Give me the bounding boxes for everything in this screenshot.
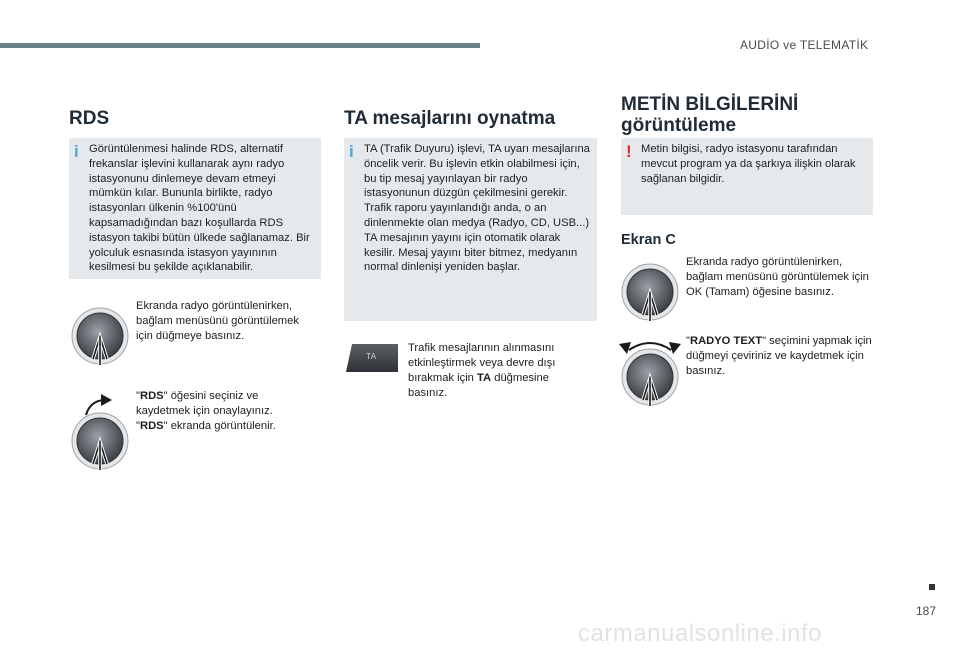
rds-title: RDS [69, 108, 110, 129]
text-info-warning-text: Metin bilgisi, radyo istasyonu tarafından mevcut program ya da şarkıya ilişkin olarak sağlanan bilgidir. [641, 143, 856, 185]
rds-info-box [69, 138, 321, 279]
watermark: carmanualsonline.info [578, 620, 822, 647]
header-accent-bar [0, 43, 480, 48]
rds-step2-text: "RDS" öğesini seçiniz ve kaydetmek için onaylayınız. "RDS" ekranda görüntülenir. [136, 390, 276, 432]
ta-info-box [344, 138, 597, 321]
screen-c-subtitle: Ekran C [621, 232, 676, 248]
rds-info-text: Görüntülenmesi halinde RDS, alternatif frekanslar işlevini kullanarak aynı radyo istasyonunu dinlemeye devam etmeyi mümkün kılar. Bununla birlikte, radyo istasyonları ülkenin %100'ünü kapsamadığından bazı koşullarda RDS istasyon takibi bütün ülkede sağlanamaz. Bir yolculuk esnasında istasyon yayınının kesilmesi bu şekilde açıklanabilir. [89, 143, 310, 274]
page-number: 187 [916, 604, 937, 618]
screen-c-step2-text: "RADYO TEXT" seçimini yapmak için düğmeyi çeviriniz ve kaydetmek için basınız. [686, 335, 872, 377]
info-icon: i [349, 142, 354, 161]
text-info-title: METİN BİLGİLERİNİ görüntüleme [621, 94, 799, 136]
knob-press-icon [621, 263, 679, 321]
text-info-warning-box [621, 138, 873, 215]
ta-info-text: TA (Trafik Duyuru) işlevi, TA uyarı mesajlarına öncelik verir. Bu işlevin etkin olabilmesi için, bu tip mesaj yayınlayan bir radyo istasyonunun düzgün çekilmesini gerekir. Trafik raporu yayınlandığı anda, o an dinlenmekte olan medya (Radyo, CD, USB...) TA mesajının yayını için otomatik olarak kesilir. Mesaj yayını biter bitmez, medyanın normal dinlenişi yeniden başlar. [364, 143, 590, 274]
ta-title: TA mesajlarını oynatma [344, 108, 556, 129]
ta-step-text: Trafik mesajlarının alınmasını etkinleştirmek veya devre dışı bırakmak için TA düğmesine basınız. [408, 342, 556, 399]
section-header: AUDİO ve TELEMATİK [740, 38, 869, 52]
rds-step1-text: Ekranda radyo görüntülenirken, bağlam menüsünü görüntülemek için düğmeye basınız. [136, 300, 299, 342]
knob-rotate-icon [621, 348, 679, 406]
screen-c-step1-text: Ekranda radyo görüntülenirken, bağlam menüsünü görüntülemek için OK (Tamam) öğesine basınız. [686, 256, 869, 298]
info-icon: i [74, 142, 79, 161]
knob-press-icon [71, 307, 129, 365]
page-marker [929, 584, 935, 590]
ta-button-label: TA [366, 352, 377, 361]
ta-button-icon [344, 342, 400, 374]
warning-icon: ! [626, 142, 632, 161]
knob-press-icon [71, 412, 129, 470]
